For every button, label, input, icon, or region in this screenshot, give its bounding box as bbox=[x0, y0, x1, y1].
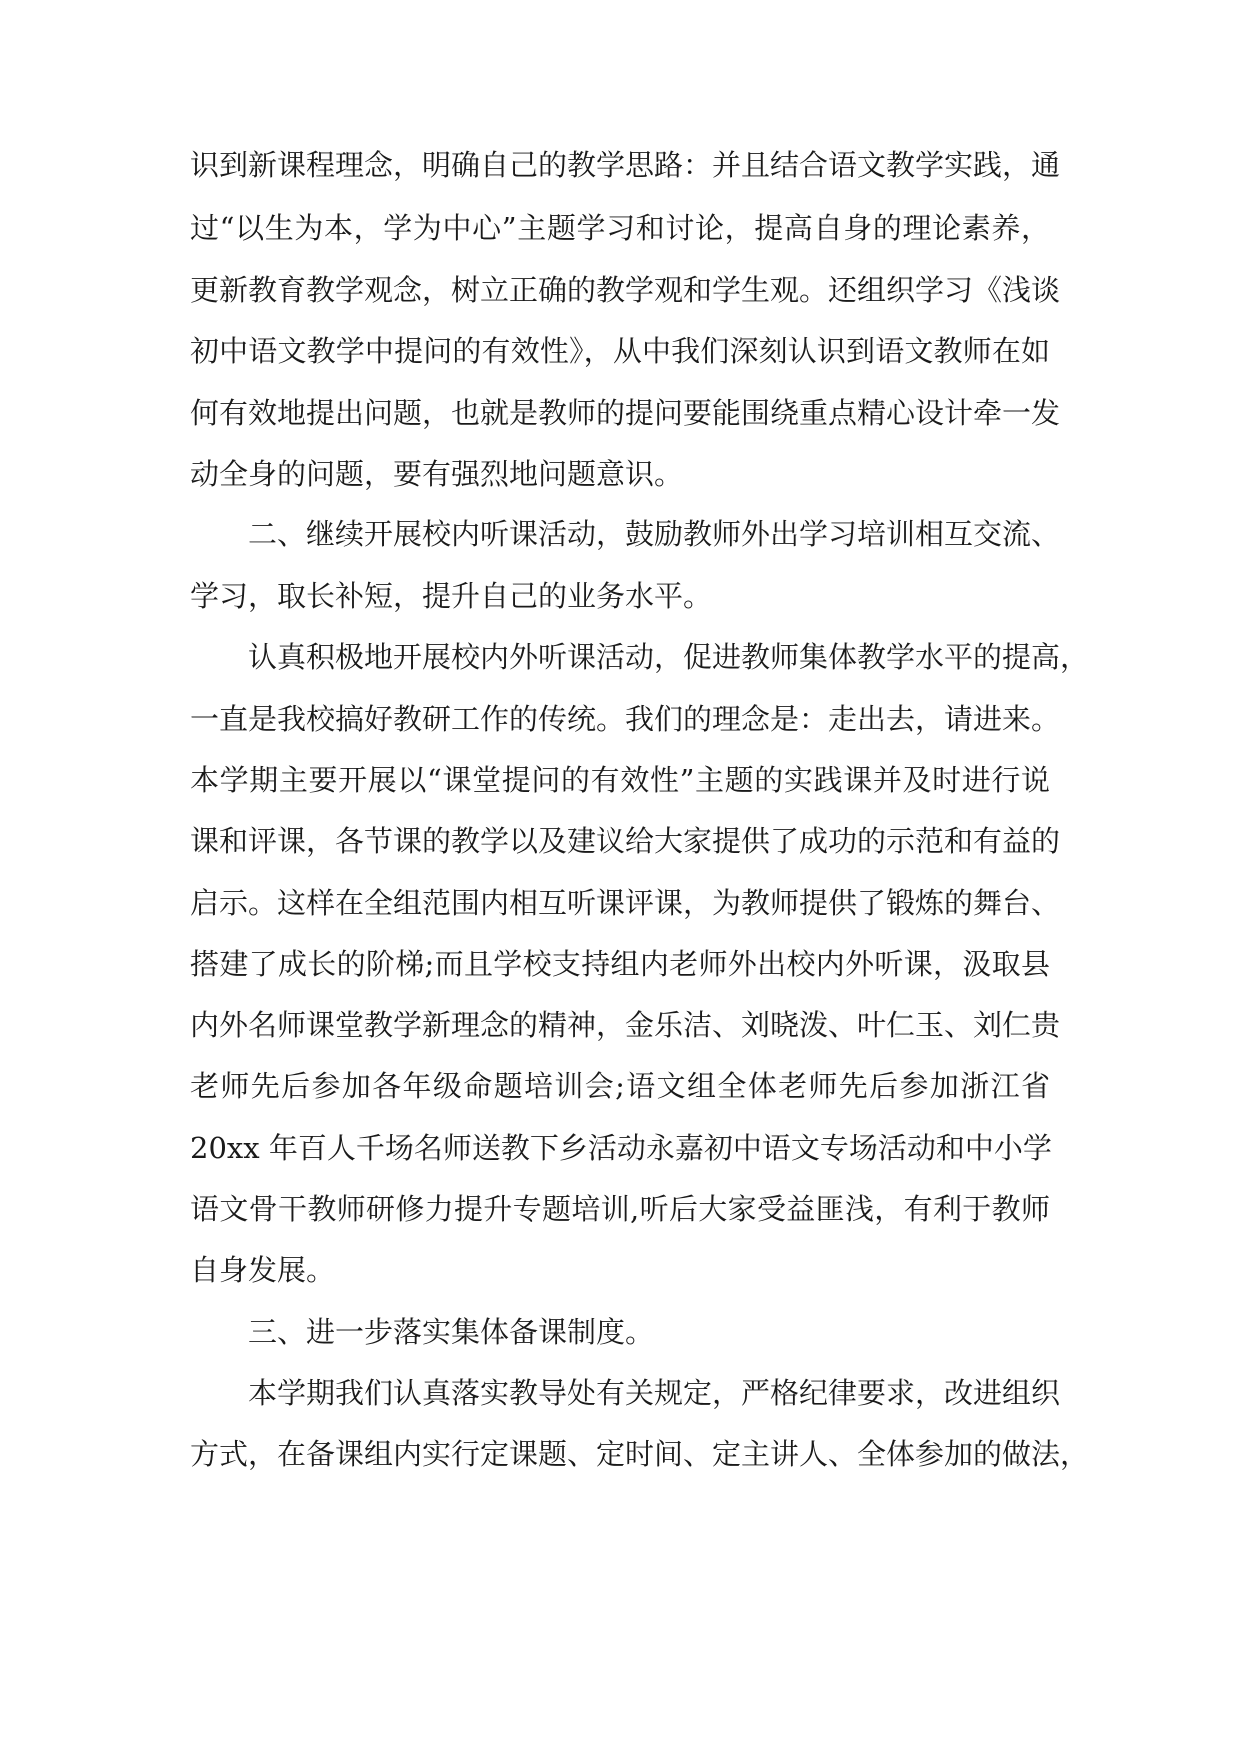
text-line: 识到新课程理念，明确自己的教学思路：并且结合语文教学实践，通 bbox=[190, 148, 1061, 182]
text-line: 更新教育教学观念，树立正确的教学观和学生观。还组织学习《浅谈 bbox=[190, 273, 1061, 307]
text-line: 老师先后参加各年级命题培训会;语文组全体老师先后参加浙江省 bbox=[190, 1069, 1050, 1103]
text-line: 方式，在备课组内实行定课题、定时间、定主讲人、全体参加的做法， bbox=[190, 1437, 1090, 1471]
text-line: 动全身的问题，要有强烈地问题意识。 bbox=[190, 457, 684, 491]
text-line: 课和评课，各节课的教学以及建议给大家提供了成功的示范和有益的 bbox=[190, 824, 1061, 858]
section-heading: 三、进一步落实集体备课制度。 bbox=[248, 1315, 655, 1349]
section-heading-continued: 学习，取长补短，提升自己的业务水平。 bbox=[190, 579, 713, 613]
text-line: 语文骨干教师研修力提升专题培训,听后大家受益匪浅，有利于教师 bbox=[190, 1192, 1050, 1226]
text-line: 过“以生为本，学为中心”主题学习和讨论，提高自身的理论素养， bbox=[190, 211, 1050, 245]
text-line: 搭建了成长的阶梯;而且学校支持组内老师外出校内外听课，汲取县 bbox=[190, 947, 1050, 981]
text-line: 初中语文教学中提问的有效性》，从中我们深刻认识到语文教师在如 bbox=[190, 334, 1050, 368]
section-heading: 二、继续开展校内听课活动，鼓励教师外出学习培训相互交流、 bbox=[248, 517, 1061, 551]
text-line: 本学期主要开展以“课堂提问的有效性”主题的实践课并及时进行说 bbox=[190, 763, 1050, 797]
text-line: 本学期我们认真落实教导处有关规定，严格纪律要求，改进组织 bbox=[248, 1376, 1061, 1410]
text-line: 内外名师课堂教学新理念的精神，金乐洁、刘晓泼、叶仁玉、刘仁贵 bbox=[190, 1008, 1061, 1042]
text-line: 自身发展。 bbox=[190, 1253, 336, 1287]
text-line: 认真积极地开展校内外听课活动，促进教师集体教学水平的提高， bbox=[248, 640, 1090, 674]
text-line: 启示。这样在全组范围内相互听课评课，为教师提供了锻炼的舞台、 bbox=[190, 886, 1061, 920]
text-line: 一直是我校搞好教研工作的传统。我们的理念是：走出去，请进来。 bbox=[190, 702, 1061, 736]
text-line: 20xx 年百人千场名师送教下乡活动永嘉初中语文专场活动和中小学 bbox=[190, 1131, 1052, 1165]
text-line: 何有效地提出问题，也就是教师的提问要能围绕重点精心设计牵一发 bbox=[190, 396, 1061, 430]
